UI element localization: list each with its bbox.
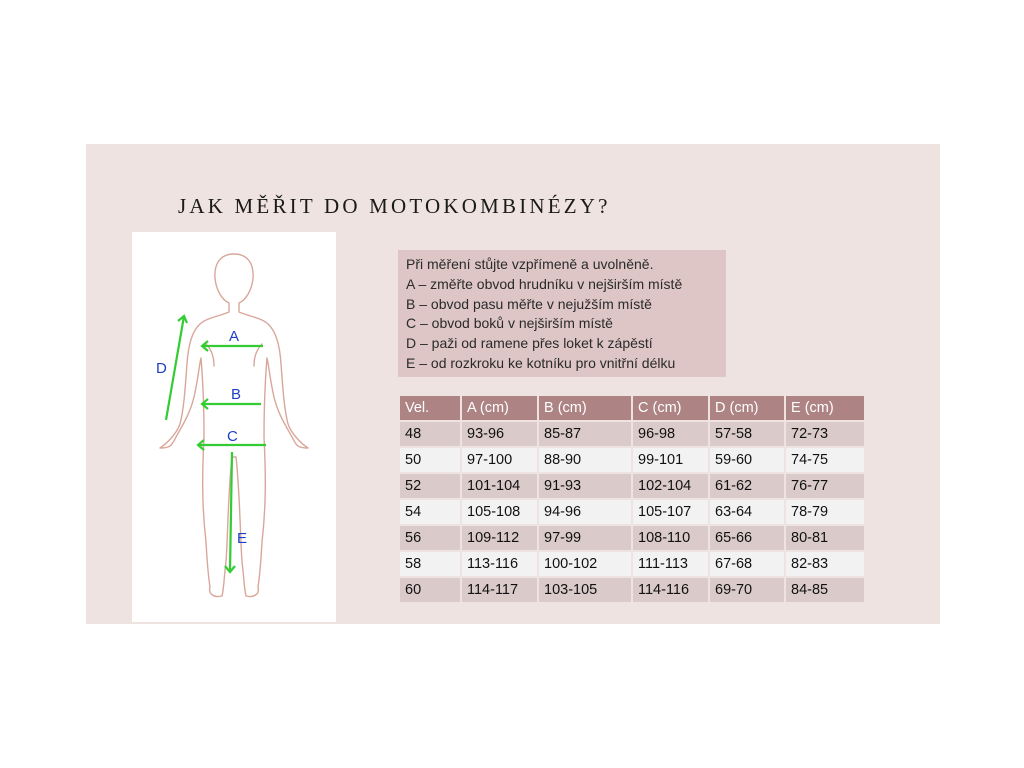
cell-a: 109-112 [462,526,537,550]
cell-size: 48 [400,422,460,446]
header-b: B (cm) [539,396,631,420]
cell-b: 91-93 [539,474,631,498]
label-b: B [231,386,242,403]
size-guide-panel [86,144,940,624]
cell-b: 103-105 [539,578,631,602]
header-a: A (cm) [462,396,537,420]
cell-size: 58 [400,552,460,576]
label-e: E [237,530,248,547]
cell-size: 50 [400,448,460,472]
header-size: Vel. [400,396,460,420]
cell-d: 67-68 [710,552,784,576]
human-body-outline [160,254,308,597]
table-row [400,474,864,498]
cell-e: 72-73 [786,422,864,446]
label-d: D [156,360,167,377]
header-d: D (cm) [710,396,784,420]
table-row [400,448,864,472]
instruction-line: Při měření stůjte vzpřímeně a uvolněně. [406,256,654,272]
label-c: C [227,428,238,445]
cell-size: 56 [400,526,460,550]
cell-size: 60 [400,578,460,602]
cell-a: 93-96 [462,422,537,446]
cell-e: 80-81 [786,526,864,550]
cell-c: 99-101 [633,448,708,472]
cell-c: 96-98 [633,422,708,446]
instruction-line: E – od rozkroku ke kotníku pro vnitřní délku [406,354,676,371]
table-row [400,526,864,550]
cell-d: 63-64 [710,500,784,524]
cell-size: 52 [400,474,460,498]
measurement-instructions [398,250,726,377]
instruction-line: B – obvod pasu měřte v nejužším místě [406,295,652,312]
cell-e: 78-79 [786,500,864,524]
cell-b: 88-90 [539,448,631,472]
label-a: A [229,328,240,345]
cell-b: 97-99 [539,526,631,550]
cell-size: 54 [400,500,460,524]
table-row [400,578,864,602]
arrow-sleeve [166,316,184,420]
table-row [400,422,864,446]
cell-e: 82-83 [786,552,864,576]
measurement-arrows [166,316,266,572]
body-measurement-figure [132,232,336,622]
instruction-line: A – změřte obvod hrudníku v nejširším místě [406,275,683,292]
header-c: C (cm) [633,396,708,420]
cell-a: 97-100 [462,448,537,472]
body-outline-diagram [132,232,336,622]
cell-d: 69-70 [710,578,784,602]
cell-e: 76-77 [786,474,864,498]
instruction-line: D – paži od ramene přes loket k zápěstí [406,335,653,352]
cell-d: 61-62 [710,474,784,498]
table-row [400,500,864,524]
cell-a: 105-108 [462,500,537,524]
cell-a: 101-104 [462,474,537,498]
cell-e: 84-85 [786,578,864,602]
cell-a: 113-116 [462,552,537,576]
cell-c: 102-104 [633,474,708,498]
cell-b: 100-102 [539,552,631,576]
header-e: E (cm) [786,396,864,420]
cell-c: 105-107 [633,500,708,524]
cell-c: 111-113 [633,552,708,576]
cell-c: 108-110 [633,526,708,550]
table-header-row [400,396,864,420]
cell-d: 65-66 [710,526,784,550]
cell-b: 94-96 [539,500,631,524]
page-title: JAK MĚŘIT DO MOTOKOMBINÉZY? [178,194,611,218]
cell-d: 59-60 [710,448,784,472]
table-row [400,552,864,576]
cell-b: 85-87 [539,422,631,446]
cell-d: 57-58 [710,422,784,446]
size-table [398,394,866,604]
instruction-line: C – obvod boků v nejširším místě [406,315,613,332]
cell-e: 74-75 [786,448,864,472]
cell-c: 114-116 [633,578,708,602]
cell-a: 114-117 [462,578,537,602]
